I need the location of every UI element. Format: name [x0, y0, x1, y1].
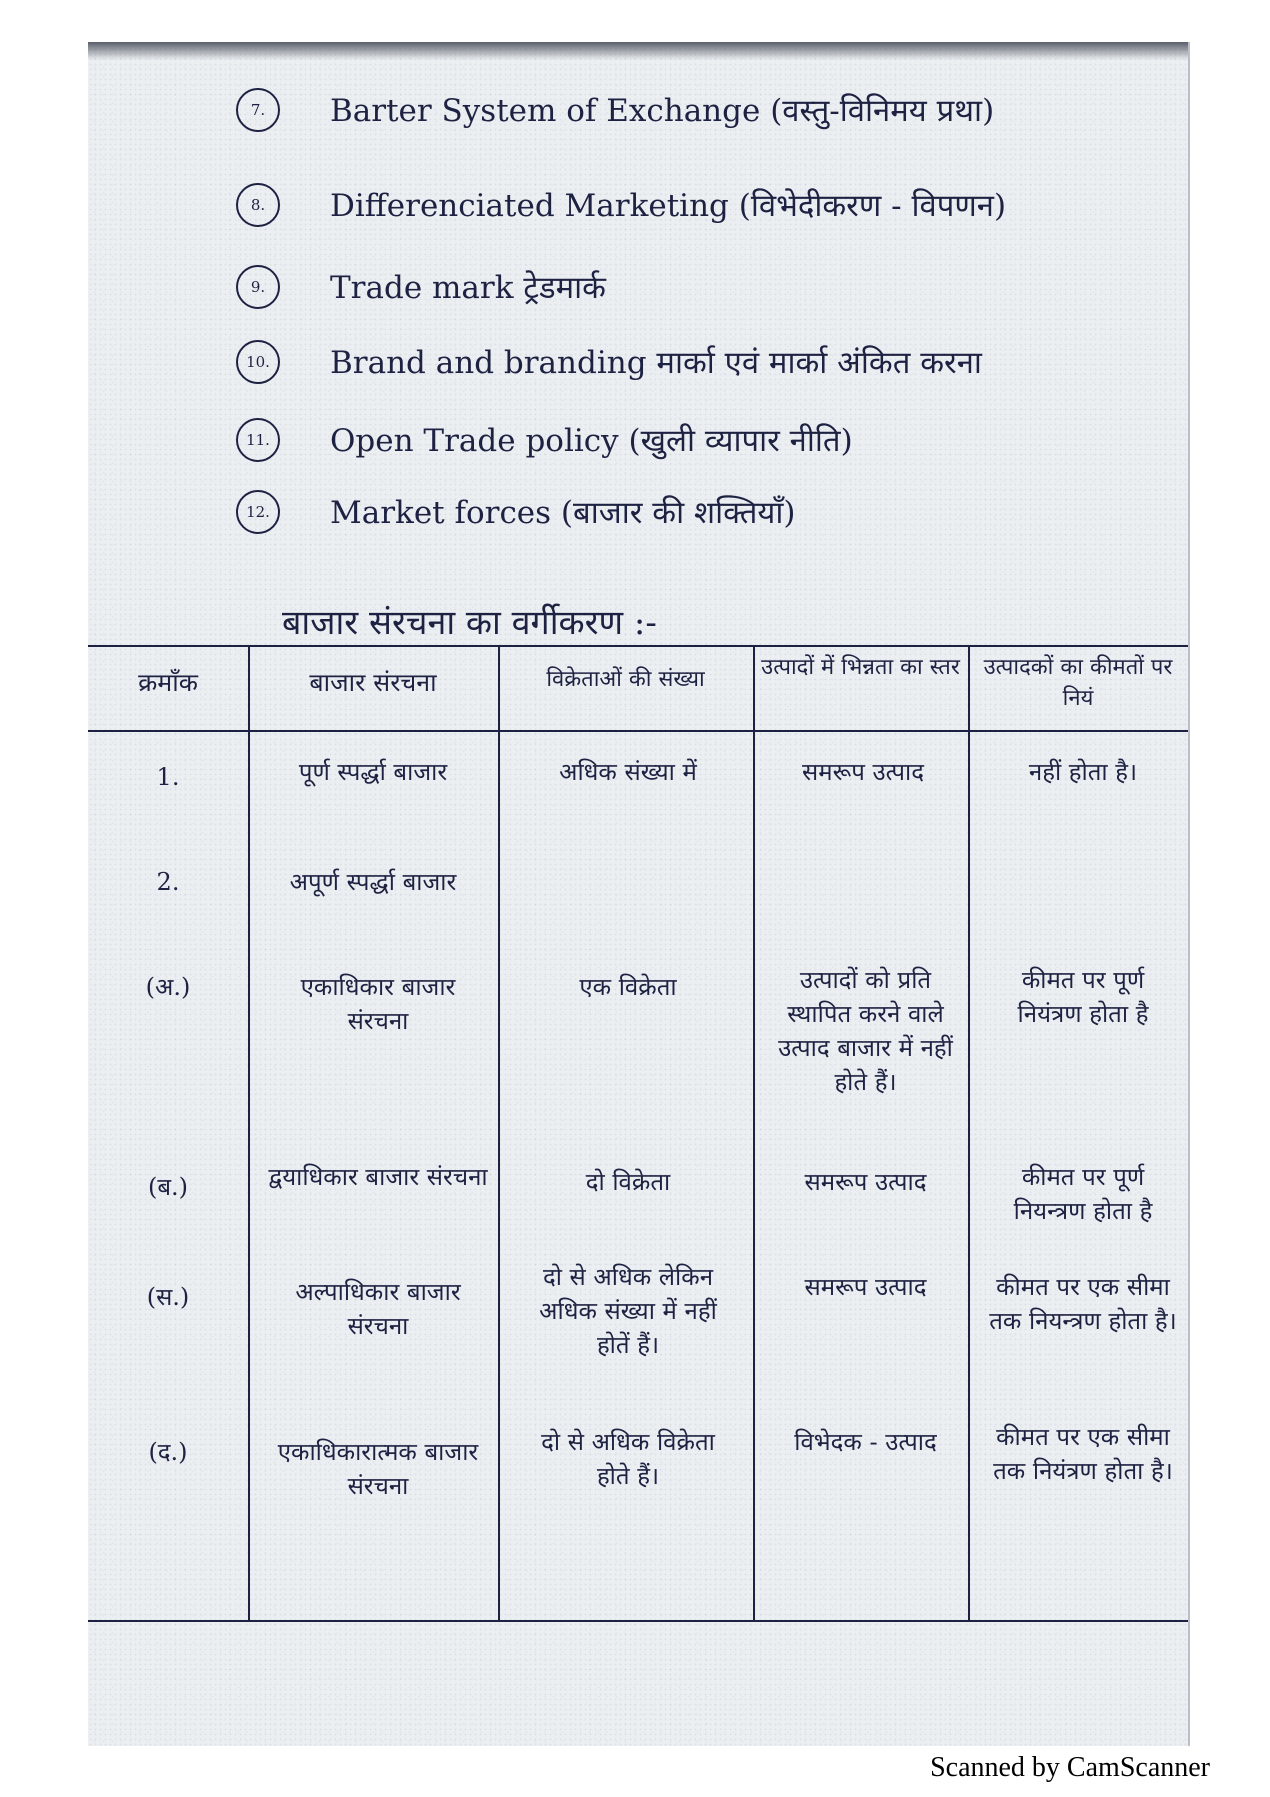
table-cell: (ब.): [147, 1173, 189, 1201]
table-cell: कीमत पर पूर्ण नियंत्रण होता है: [1017, 966, 1149, 1029]
item-text: Open Trade policy (खुली व्यापार नीति): [330, 423, 853, 459]
item-number: 11.: [236, 418, 280, 462]
table-cell: समरूप उत्पाद: [804, 1273, 927, 1301]
page-top-shadow: [88, 42, 1188, 60]
table-bottom-rule: [88, 1620, 1188, 1622]
item-text: Barter System of Exchange (वस्तु-विनिमय प्रथा): [330, 93, 995, 129]
market-structure-table: [88, 645, 1188, 1625]
item-number: 7.: [236, 88, 280, 132]
page-edge: [1188, 42, 1190, 1746]
item-text: Market forces (बाजार की शक्तियाँ): [330, 495, 796, 531]
list-item: [236, 418, 853, 462]
header-price-control: उत्पादकों का कीमतों पर नियं: [983, 655, 1173, 711]
table-cell: नहीं होता है।: [1028, 758, 1138, 786]
table-cell: (अ.): [145, 973, 191, 1001]
table-cell: पूर्ण स्पर्द्धा बाजार: [298, 758, 448, 786]
column-divider: [248, 645, 250, 1622]
table-cell: (स.): [146, 1283, 190, 1311]
table-cell: दो से अधिक विक्रेता होते हैं।: [541, 1428, 715, 1491]
list-item: [236, 340, 982, 384]
table-cell: 1.: [156, 763, 180, 791]
item-text: Brand and branding मार्का एवं मार्का अंकित करना: [330, 345, 982, 381]
list-item: [236, 183, 1006, 227]
header-sellers: विक्रेताओं की संख्या: [546, 667, 705, 692]
item-number: 8.: [236, 183, 280, 227]
table-cell: अधिक संख्या में: [559, 758, 697, 786]
list-item: [236, 88, 994, 132]
item-number: 10.: [236, 340, 280, 384]
item-number: 9.: [236, 265, 280, 309]
table-cell: समरूप उत्पाद: [804, 1168, 927, 1196]
header-market-structure: बाजार संरचना: [309, 668, 437, 697]
table-cell: एक विक्रेता: [579, 973, 677, 1001]
table-cell: कीमत पर एक सीमा तक नियंत्रण होता है।: [993, 1423, 1173, 1486]
header-product-difference: उत्पादों में भिन्नता का स्तर: [761, 655, 960, 680]
table-cell: दो से अधिक लेकिन अधिक संख्या में नहीं होतें हैं।: [539, 1263, 717, 1360]
table-header-rule: [88, 730, 1188, 732]
table-cell: एकाधिकार बाजार संरचना: [300, 973, 456, 1036]
table-cell: 2.: [156, 868, 180, 896]
item-text: Trade mark ट्रेडमार्क: [330, 270, 606, 306]
table-cell: एकाधिकारात्मक बाजार संरचना: [277, 1438, 479, 1501]
table-cell: अल्पाधिकार बाजार संरचना: [295, 1278, 461, 1341]
list-item: [236, 265, 606, 309]
table-cell: (द.): [148, 1438, 188, 1466]
table-top-rule: [88, 645, 1188, 647]
column-divider: [498, 645, 500, 1622]
list-item: [236, 490, 796, 534]
table-cell: समरूप उत्पाद: [802, 758, 924, 786]
table-cell: विभेदक - उत्पाद: [794, 1428, 937, 1456]
column-divider: [968, 645, 970, 1622]
table-cell: द्वयाधिकार बाजार संरचना: [268, 1163, 488, 1191]
scanner-watermark: Scanned by CamScanner: [930, 1752, 1210, 1783]
item-text: Differenciated Marketing (विभेदीकरण - विपणन): [330, 188, 1007, 224]
table-cell: कीमत पर एक सीमा तक नियन्त्रण होता है।: [989, 1273, 1177, 1336]
column-divider: [753, 645, 755, 1622]
table-cell: उत्पादों को प्रति स्थापित करने वाले उत्पाद बाजार में नहीं होते हैं।: [778, 966, 953, 1097]
table-cell: अपूर्ण स्पर्द्धा बाजार: [289, 868, 457, 896]
section-heading: बाजार संरचना का वर्गीकरण :-: [282, 603, 657, 643]
table-cell: दो विक्रेता: [585, 1168, 671, 1196]
header-serial: क्रमाँक: [138, 668, 198, 697]
table-cell: कीमत पर पूर्ण नियन्त्रण होता है: [1013, 1163, 1153, 1226]
item-number: 12.: [236, 490, 280, 534]
